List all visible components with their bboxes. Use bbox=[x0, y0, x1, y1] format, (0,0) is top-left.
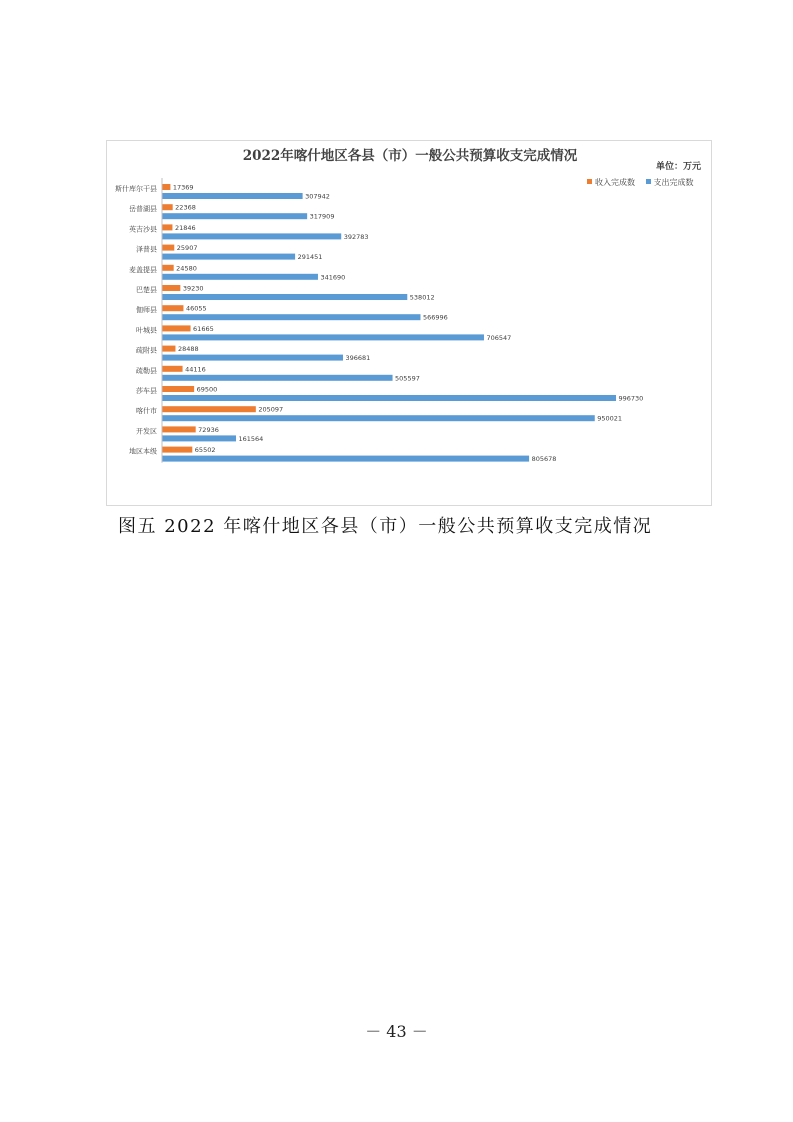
expense-data-label: 996730 bbox=[618, 394, 644, 403]
category-tick-label: 地区本级 bbox=[129, 447, 157, 456]
category-tick-label: 疏勒县 bbox=[136, 366, 157, 375]
expense-bar bbox=[163, 355, 343, 361]
expense-data-label: 291451 bbox=[297, 253, 323, 262]
category-tick-label: 斯什库尔干县 bbox=[115, 185, 157, 193]
expense-data-label: 392783 bbox=[343, 232, 369, 241]
income-data-label: 22368 bbox=[175, 203, 196, 212]
income-data-label: 61665 bbox=[193, 324, 214, 333]
category-tick-label: 疏附县 bbox=[136, 346, 157, 355]
category-tick-label: 喀什市 bbox=[136, 407, 157, 416]
expense-data-label: 396681 bbox=[345, 354, 371, 363]
category-tick-label: 麦盖提县 bbox=[129, 265, 157, 274]
legend-label-income: 收入完成数 bbox=[595, 178, 635, 187]
income-bar bbox=[163, 184, 171, 190]
income-data-label: 205097 bbox=[258, 405, 284, 414]
income-bar bbox=[163, 204, 173, 210]
income-bar bbox=[163, 447, 193, 453]
expense-bar bbox=[163, 435, 237, 441]
expense-bar bbox=[163, 334, 484, 340]
income-data-label: 69500 bbox=[196, 385, 218, 394]
income-bar bbox=[163, 406, 256, 412]
expense-data-label: 307942 bbox=[305, 192, 330, 201]
expense-bar bbox=[163, 274, 318, 280]
chart-frame bbox=[106, 140, 712, 506]
income-data-label: 39230 bbox=[182, 284, 204, 293]
expense-data-label: 341690 bbox=[320, 273, 346, 282]
expense-bar bbox=[163, 213, 308, 219]
income-bar bbox=[163, 426, 196, 432]
expense-bar bbox=[163, 375, 393, 381]
category-tick-label: 泽普县 bbox=[136, 245, 157, 254]
category-tick-label: 巴楚县 bbox=[136, 286, 157, 294]
income-bar bbox=[163, 386, 195, 392]
income-bar bbox=[163, 265, 174, 271]
expense-data-label: 706547 bbox=[486, 333, 512, 342]
income-bar bbox=[163, 366, 183, 372]
income-data-label: 72936 bbox=[198, 425, 219, 434]
expense-bar bbox=[163, 193, 303, 199]
category-tick-label: 伽师县 bbox=[136, 306, 157, 315]
income-bar bbox=[163, 285, 181, 291]
expense-data-label: 538012 bbox=[409, 293, 435, 302]
income-data-label: 17369 bbox=[172, 183, 194, 192]
income-data-label: 24580 bbox=[176, 264, 197, 273]
income-data-label: 44116 bbox=[185, 365, 206, 374]
income-data-label: 28488 bbox=[177, 345, 199, 354]
expense-bar bbox=[163, 233, 342, 239]
figure-caption: 图五 2022 年喀什地区各县（市）一般公共预算收支完成情况 bbox=[118, 516, 653, 537]
expense-data-label: 950021 bbox=[597, 414, 623, 423]
unit-label: 单位：万元 bbox=[656, 162, 702, 172]
expense-bar bbox=[163, 294, 408, 300]
income-data-label: 25907 bbox=[176, 244, 198, 253]
category-tick-label: 叶城县 bbox=[136, 326, 157, 335]
income-bar bbox=[163, 245, 175, 251]
legend-label-expense: 支出完成数 bbox=[653, 178, 694, 187]
chart-title: 2022年喀什地区各县（市）一般公共预算收支完成情况 bbox=[242, 148, 578, 164]
expense-bar bbox=[163, 314, 421, 320]
income-data-label: 65502 bbox=[194, 446, 216, 455]
expense-data-label: 805678 bbox=[531, 455, 557, 464]
income-bar bbox=[163, 305, 184, 311]
category-tick-label: 英吉沙县 bbox=[129, 225, 157, 234]
expense-data-label: 317909 bbox=[309, 212, 335, 221]
category-tick-label: 莎车县 bbox=[136, 387, 157, 395]
income-bar bbox=[163, 224, 173, 230]
expense-bar bbox=[163, 395, 617, 401]
income-data-label: 46055 bbox=[185, 304, 207, 313]
expense-data-label: 161564 bbox=[238, 434, 264, 443]
category-tick-label: 岳普湖县 bbox=[129, 205, 157, 214]
expense-bar bbox=[163, 456, 530, 462]
income-bar bbox=[163, 346, 176, 352]
category-tick-label: 开发区 bbox=[136, 427, 157, 436]
expense-data-label: 566996 bbox=[422, 313, 448, 322]
expense-bar bbox=[163, 415, 595, 421]
page-number: － 43 － bbox=[365, 1022, 428, 1041]
income-bar bbox=[163, 325, 191, 331]
income-data-label: 21846 bbox=[174, 223, 196, 232]
expense-bar bbox=[163, 254, 296, 260]
expense-data-label: 505597 bbox=[395, 374, 420, 383]
bar-chart bbox=[107, 141, 711, 505]
